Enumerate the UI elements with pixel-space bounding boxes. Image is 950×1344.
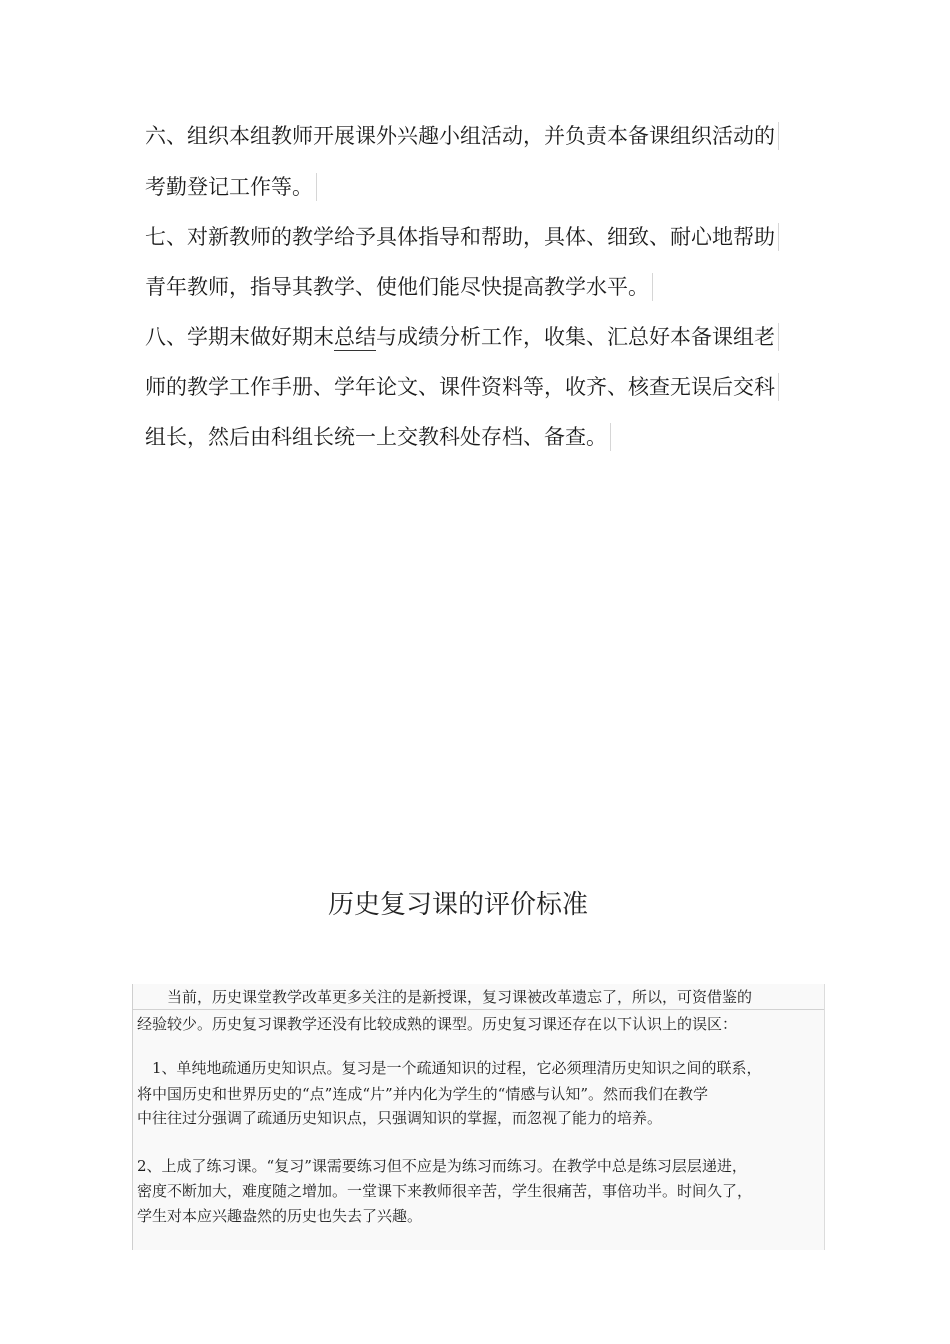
duty-six-line-2: 考勤登记工作等。 [145,173,317,201]
duty-seven-line-2: 青年教师，指导其教学、使他们能尽快提高教学水平。 [145,273,653,301]
document-title: 历史复习课的评价标准 [327,890,588,920]
duty-six-line-1: 六、组织本组教师开展课外兴趣小组活动，并负责本备课组织活动的 [145,122,779,150]
duty-eight-line-2: 师的教学工作手册、学年论文、课件资料等，收齐、核查无误后交科 [145,373,779,401]
duty-seven-line-1: 七、对新教师的教学给予具体指导和帮助，具体、细致、耐心地帮助 [145,223,779,251]
point-one-line-1: 1、单纯地疏通历史知识点。复习是一个疏通知识的过程，它必须理清历史知识之间的联系， [137,1059,762,1077]
point-two-line-3: 学生对本应兴趣盎然的历史也失去了兴趣。 [137,1207,423,1225]
duty-eight-text-b: 与成绩分析工作，收集、汇总好本备课组老 [376,325,775,349]
row-divider [133,1009,824,1010]
duty-eight-underlined-term: 总结 [334,325,376,349]
intro-line-2: 经验较少。历史复习课教学还没有比较成熟的课型。历史复习课还存在以下认识上的误区： [137,1015,738,1033]
duty-eight-text-a: 八、学期末做好期末 [145,325,334,349]
duty-eight-line-1 [145,323,779,351]
point-one-line-2: 将中国历史和世界历史的“点”连成“片”并内化为学生的“情感与认知”。然而我们在教学 [137,1085,709,1103]
point-one-line-3: 中往往过分强调了疏通历史知识点，只强调知识的掌握，而忽视了能力的培养。 [137,1109,663,1127]
point-two-line-2: 密度不断加大，难度随之增加。一堂课下来教师很辛苦，学生很痛苦，事倍功半。时间久了， [137,1182,753,1200]
text-box [132,984,825,1250]
duty-eight-line-3: 组长，然后由科组长统一上交教科处存档、备查。 [145,423,611,451]
point-two-line-1: 2、上成了练习课。“复习”课需要练习但不应是为练习而练习。在教学中总是练习层层递进， [137,1157,747,1175]
intro-line-1: 当前，历史课堂教学改革更多关注的是新授课，复习课被改革遗忘了，所以，可资借鉴的 [137,988,753,1006]
